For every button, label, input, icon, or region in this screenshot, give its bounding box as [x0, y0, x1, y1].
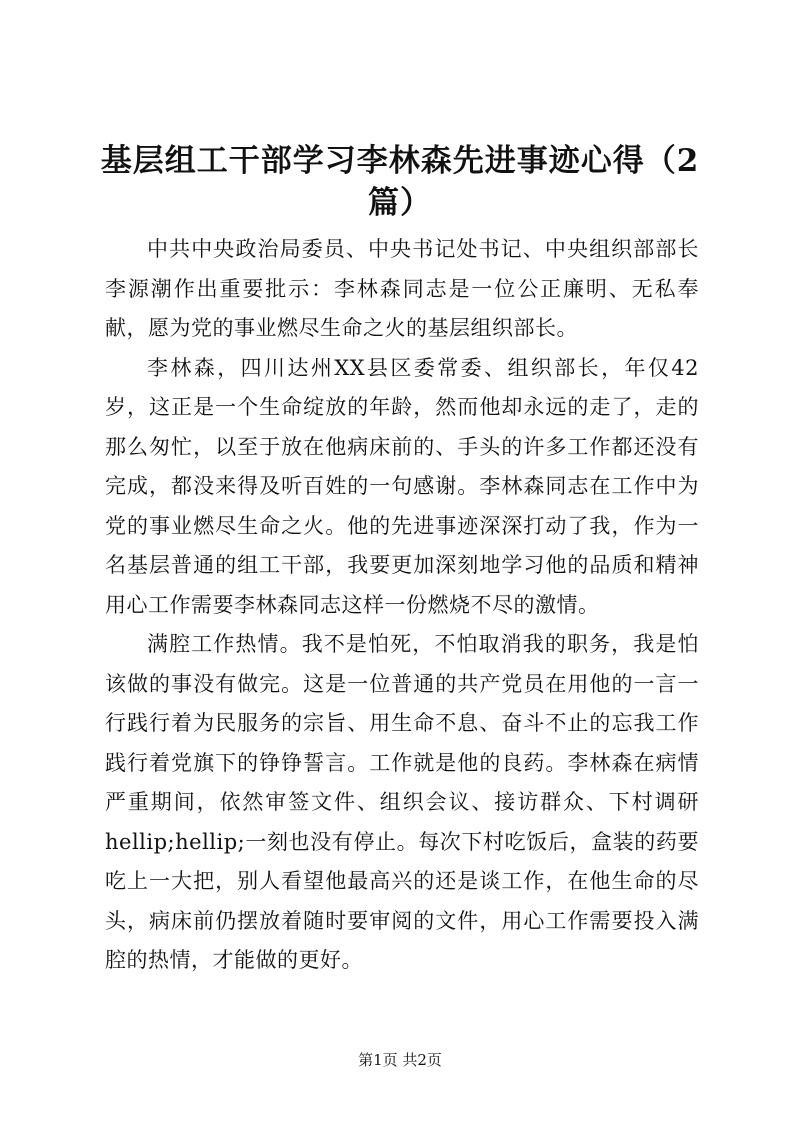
paragraph: 满腔工作热情。我不是怕死，不怕取消我的职务，我是怕该做的事没有做完。这是一位普通的共产党员在用他的一言一行践行着为民服务的宗旨、用生命不息、奋斗不止的忘我工作践行着党旗下的铮铮誓言。工作就是他的良药。李林森在病情严重期间，依然审签文件、组织会议、接访群众、下村调研hellip;hellip;一刻也没有停止。每次下村吃饭后，盒装的药要吃上一大把，别人看望他最高兴的还是谈工作，在他生命的尽头，病床前仍摆放着随时要审阅的文件，用心工作需要投入满腔的热情，才能做的更好。	[105, 632, 699, 972]
paragraph: 李林森，四川达州XX县区委常委、组织部长，年仅42岁，这正是一个生命绽放的年龄，然而他却永远的走了，走的那么匆忙，以至于放在他病床前的、手头的许多工作都还没有完成，都没来得及听百姓的一句感谢。李林森同志在工作中为党的事业燃尽生命之火。他的先进事迹深深打动了我，作为一名基层普通的组工干部，我要更加深刻地学习他的品质和精神用心工作需要李林森同志这样一份燃烧不尽的激情。	[105, 355, 699, 617]
document-body	[105, 230, 699, 981]
page-footer: 第1页 共2页	[358, 1051, 442, 1069]
page-title: 基层组工干部学习李林森先进事迹心得（2篇）	[100, 143, 700, 221]
paragraph: 中共中央政治局委员、中央书记处书记、中央组织部部长李源潮作出重要批示：李林森同志是一位公正廉明、无私奉献，愿为党的事业燃尽生命之火的基层组织部长。	[105, 237, 699, 340]
